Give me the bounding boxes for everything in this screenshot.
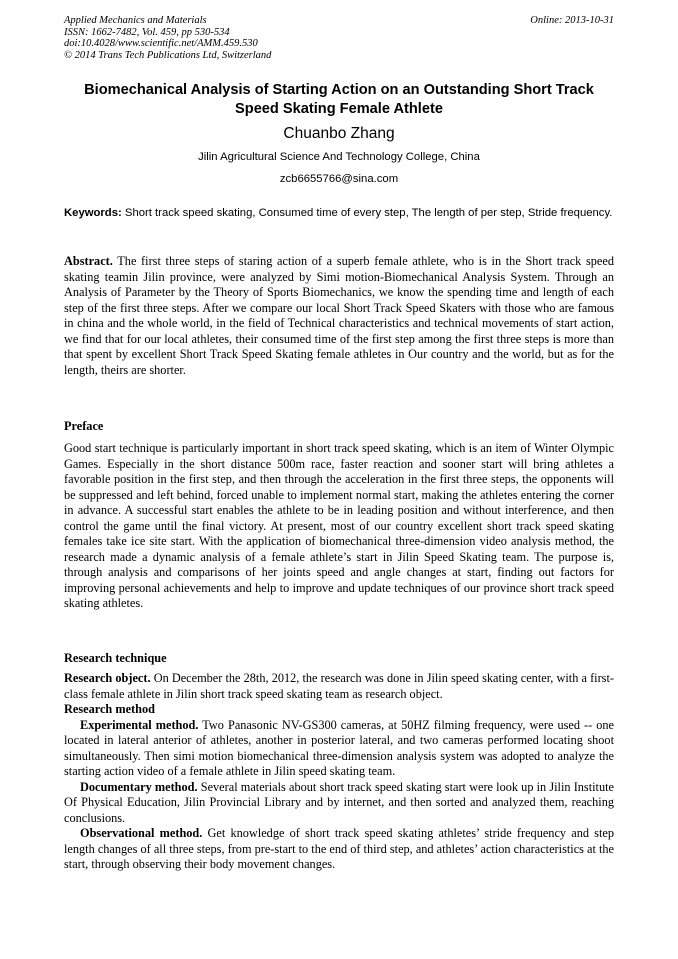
research-object-label: Research object. — [64, 671, 151, 685]
journal-header — [64, 15, 614, 61]
paper-title: Biomechanical Analysis of Starting Action on an Outstanding Short Track Speed Skating Female Athlete — [84, 82, 594, 117]
abstract-label: Abstract. — [64, 254, 113, 268]
research-section — [64, 671, 614, 873]
preface-text: Good start technique is particularly important in short track speed skating, which is an item of Winter Olympic Games. Especially in the short distance 500m race, faster reaction and sooner start will bring athletes a favorable position in the first step, and then through the acceleration in the first three steps, the opponents will be suppressed and left behind, forced unable to implement normal start, making the athletes entering the corner in advance. A successful start enables the athlete to be in leading position and without interference, and then control the game until the final victory. At present, most of our country excellent short track speed skating females take ice site start. With the application of biomechanical three-dimension video analysis method, the research made a dynamic analysis of a female athlete’s start in Jilin Speed Skating team. The purpose is, through analysis and comparisons of her joints speed and angle changes at start, finding out factors for improving personal achievements and help to improve and update techniques of our province short track speed skating athletes. — [64, 441, 614, 610]
issn-line: ISSN: 1662-7482, Vol. 459, pp 530-534 — [64, 26, 230, 38]
experimental-text: Two Panasonic NV-GS300 cameras, at 50HZ filming frequency, were used -- one located in lateral anterior of athletes, another in posterior lateral, and two cameras performed locating shoot simultaneously. Then simi motion biomechanical three-dimension analysis system was adopted to analyze the starting action video of a female athlete in Jilin speed skating team. — [64, 717, 614, 778]
documentary-label: Documentary method. — [80, 779, 198, 794]
research-heading: Research technique — [64, 651, 167, 665]
preface-heading: Preface — [64, 419, 104, 433]
affiliation: Jilin Agricultural Science And Technology College, China — [198, 151, 480, 163]
abstract-text: The first three steps of staring action of a superb female athlete, who is in the Short track speed skating teamin Jilin province, were analyzed by Simi motion-Biomechanical Analysis System. Through an Analysis of Parameter by the Theory of Sports Biomechanics, we know the spending time and length of each step of the first three steps. After we compare our local Short Track Speed Skaters with those who are famous in china and the whole world, in the field of Technical characteristics and technical movements of start action, we find that for our local athletes, their consumed time of the first step among the first three steps is more than that spent by excellent Short Track Speed Skating female athletes in Our country and the world, but as for the length, theirs are shorter. — [64, 254, 614, 377]
keywords-label: Keywords: — [64, 207, 122, 219]
research-method-heading: Research method — [64, 702, 155, 716]
author-name: Chuanbo Zhang — [283, 125, 395, 142]
observational-text: Get knowledge of short track speed skating athletes’ stride frequency and step length changes of all three steps, from pre-start to the end of third step, and athletes’ action characteristics at the start, through observing their body movement changes. — [64, 826, 614, 871]
documentary-paragraph — [64, 780, 614, 827]
copyright-line: © 2014 Trans Tech Publications Ltd, Switzerland — [64, 49, 272, 61]
journal-name: Applied Mechanics and Materials — [64, 15, 207, 26]
observational-paragraph — [64, 826, 614, 873]
abstract — [64, 254, 614, 378]
observational-label: Observational method. — [80, 826, 203, 840]
documentary-text: Several materials about short track speed skating start were look up in Jilin Institute Of Physical Education, Jilin Provincial Library and by internet, and then sorted and analyzed them, reaching conclusions. — [64, 779, 614, 825]
keywords — [64, 206, 614, 221]
experimental-paragraph — [64, 718, 614, 780]
keywords-text: Short track speed skating, Consumed time of every step, The length of per step, Stride frequency. — [121, 207, 613, 219]
online-date: Online: 2013-10-31 — [530, 15, 614, 26]
experimental-label: Experimental method. — [80, 717, 199, 732]
doi-line: doi:10.4028/www.scientific.net/AMM.459.530 — [64, 38, 258, 49]
research-object-paragraph — [64, 671, 614, 702]
research-object-text: On December the 28th, 2012, the research was done in Jilin speed skating center, with a first-class female athlete in Jilin short track speed skating team as research object. — [64, 671, 614, 701]
author-email: zcb6655766@sina.com — [279, 173, 399, 185]
